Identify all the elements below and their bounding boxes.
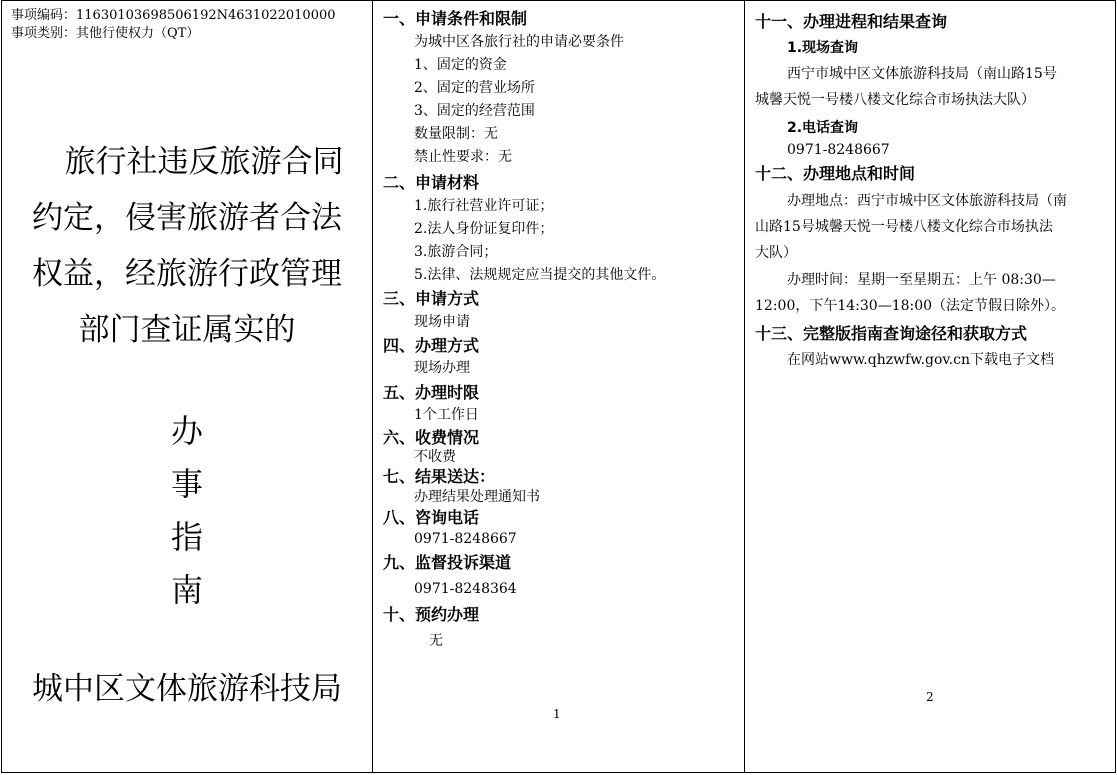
item-title — [2, 134, 372, 358]
section-title: 十二、办理地点和时间 — [755, 164, 916, 183]
section-title: 十三、完整版指南查询途径和获取方式 — [755, 324, 1028, 343]
section-text: 1.旅行社营业许可证； — [414, 198, 554, 214]
section-text: 办理地点：西宁市城中区文体旅游科技局（南 — [787, 193, 1067, 209]
guide-char: 办 — [170, 412, 203, 450]
section-text: 山路15号城馨天悦一号楼八楼文化综合市场执法 — [755, 219, 1053, 235]
section-text: 办理结果处理通知书 — [414, 489, 540, 505]
section-text: 5.法律、法规规定应当提交的其他文件。 — [414, 267, 666, 283]
section-text: 城馨天悦一号楼八楼文化综合市场执法大队） — [755, 92, 1035, 108]
guide-char: 事 — [170, 465, 203, 503]
section-text: 12:00，下午14:30—18:00（法定节假日除外）。 — [755, 298, 1066, 314]
section-text: 现场办理 — [414, 360, 470, 376]
section-text: 0971-8248667 — [787, 142, 890, 158]
section-text: 0971-8248364 — [414, 581, 517, 597]
section-text: 禁止性要求：无 — [414, 149, 512, 165]
page-number: 2 — [926, 690, 934, 704]
section-title: 十、预约办理 — [383, 605, 480, 624]
section-text: 2.法人身份证复印件； — [414, 221, 554, 237]
section-text: 数量限制：无 — [414, 126, 498, 142]
section-title: 一、申请条件和限制 — [383, 9, 528, 28]
guide-page-2 — [744, 0, 1116, 773]
page-number: 1 — [553, 707, 561, 721]
section-text: 在网站www.qhzwfw.gov.cn下载电子文档 — [787, 352, 1054, 368]
section-title: 六、收费情况 — [383, 428, 480, 447]
section-text: 3.旅游合同； — [414, 244, 498, 260]
item-code: 事项编码：11630103698506192N4631022010000 — [11, 8, 336, 23]
department-name: 城中区文体旅游科技局 — [32, 671, 342, 707]
section-title: 八、咨询电话 — [383, 508, 480, 527]
section-text: 西宁市城中区文体旅游科技局（南山路15号 — [787, 66, 1057, 82]
section-title: 五、办理时限 — [383, 383, 480, 402]
section-text: 办理时间：星期一至星期五：上午 08:30— — [787, 272, 1056, 288]
section-text: 现场申请 — [414, 314, 470, 330]
item-type: 事项类别：其他行使权力（QT） — [11, 26, 200, 41]
section-text: 不收费 — [414, 449, 456, 465]
subsection-title: 1.现场查询 — [787, 40, 859, 56]
guide-heading — [2, 405, 372, 617]
section-text: 大队） — [755, 245, 797, 261]
section-text: 为城中区各旅行社的申请必要条件 — [414, 34, 624, 50]
title-line: 约定，侵害旅游者合法 — [32, 200, 342, 236]
cover-panel — [1, 0, 373, 773]
section-title: 三、申请方式 — [383, 289, 480, 308]
section-title: 十一、办理进程和结果查询 — [755, 12, 948, 31]
title-line: 旅行社违反旅游合同 — [64, 144, 344, 180]
section-text: 1个工作日 — [414, 407, 479, 423]
section-text: 2、固定的营业场所 — [414, 80, 535, 96]
title-line: 权益，经旅游行政管理 — [32, 256, 342, 292]
section-text: 无 — [429, 633, 443, 649]
guide-page-1 — [372, 0, 745, 773]
subsection-title: 2.电话查询 — [787, 120, 859, 136]
section-title: 四、办理方式 — [383, 336, 480, 355]
section-title: 七、结果送达： — [383, 467, 496, 486]
section-text: 3、固定的经营范围 — [414, 103, 535, 119]
item-meta — [2, 1, 372, 43]
section-text: 1、固定的资金 — [414, 57, 507, 73]
section-text: 0971-8248667 — [414, 531, 517, 547]
guide-char: 指 — [170, 518, 203, 556]
section-title: 九、监督投诉渠道 — [383, 553, 512, 572]
title-line: 部门查证属实的 — [78, 312, 296, 348]
section-title: 二、申请材料 — [383, 173, 480, 192]
guide-char: 南 — [170, 571, 203, 609]
